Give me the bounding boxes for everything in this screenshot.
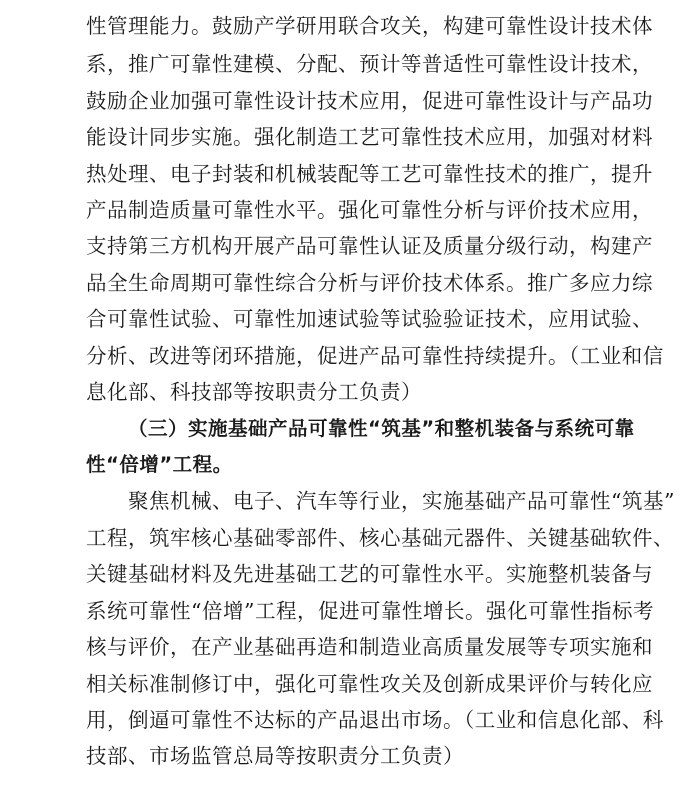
paragraph2-line-3: 关键基础材料及先进基础工艺的可靠性水平。实施整机装备与 [86,562,653,586]
paragraph1-line-4: 能设计同步实施。强化制造工艺可靠性技术应用，加强对材料 [86,125,653,149]
paragraph1-line-9: 合可靠性试验、可靠性加速试验等试验验证技术，应用试验、 [86,307,653,331]
paragraph1-line-2: 系，推广可靠性建模、分配、预计等普适性可靠性设计技术， [86,52,653,76]
section-heading-line-2: 性“倍增”工程。 [86,453,233,476]
paragraph1-line-5: 热处理、电子封装和机械装配等工艺可靠性技术的推广，提升 [86,162,653,186]
paragraph1-line-6: 产品制造质量可靠性水平。强化可靠性分析与评价技术应用， [86,198,653,222]
paragraph2-line-8: 技部、市场监管总局等按职责分工负责） [86,744,464,768]
paragraph2-line-2: 工程，筑牢核心基础零部件、核心基础元器件、关键基础软件、 [86,526,674,550]
paragraph1-line-7: 支持第三方机构开展产品可靠性认证及质量分级行动，构建产 [86,234,653,258]
section-heading-line-1: （三）实施基础产品可靠性“筑基”和整机装备与系统可靠 [128,417,635,440]
paragraph2-line-4: 系统可靠性“倍增”工程，促进可靠性增长。强化可靠性指标考 [86,599,654,623]
paragraph2-line-5: 核与评价，在产业基础再造和制造业高质量发展等专项实施和 [86,635,653,659]
paragraph1-line-11: 息化部、科技部等按职责分工负责） [86,380,422,404]
paragraph1-line-10: 分析、改进等闭环措施，促进产品可靠性持续提升。（工业和信 [86,344,664,368]
paragraph1-line-3: 鼓励企业加强可靠性设计技术应用，促进可靠性设计与产品功 [86,89,653,113]
paragraph1-line-1: 性管理能力。鼓励产学研用联合攻关，构建可靠性设计技术体 [86,14,653,38]
paragraph2-line-6: 相关标准制修订中，强化可靠性攻关及创新成果评价与转化应 [86,672,653,696]
paragraph1-line-8: 品全生命周期可靠性综合分析与评价技术体系。推广多应力综 [86,271,653,295]
paragraph2-line-7: 用，倒逼可靠性不达标的产品退出市场。（工业和信息化部、科 [86,708,664,732]
paragraph2-line-1: 聚焦机械、电子、汽车等行业，实施基础产品可靠性“筑基” [128,489,675,513]
